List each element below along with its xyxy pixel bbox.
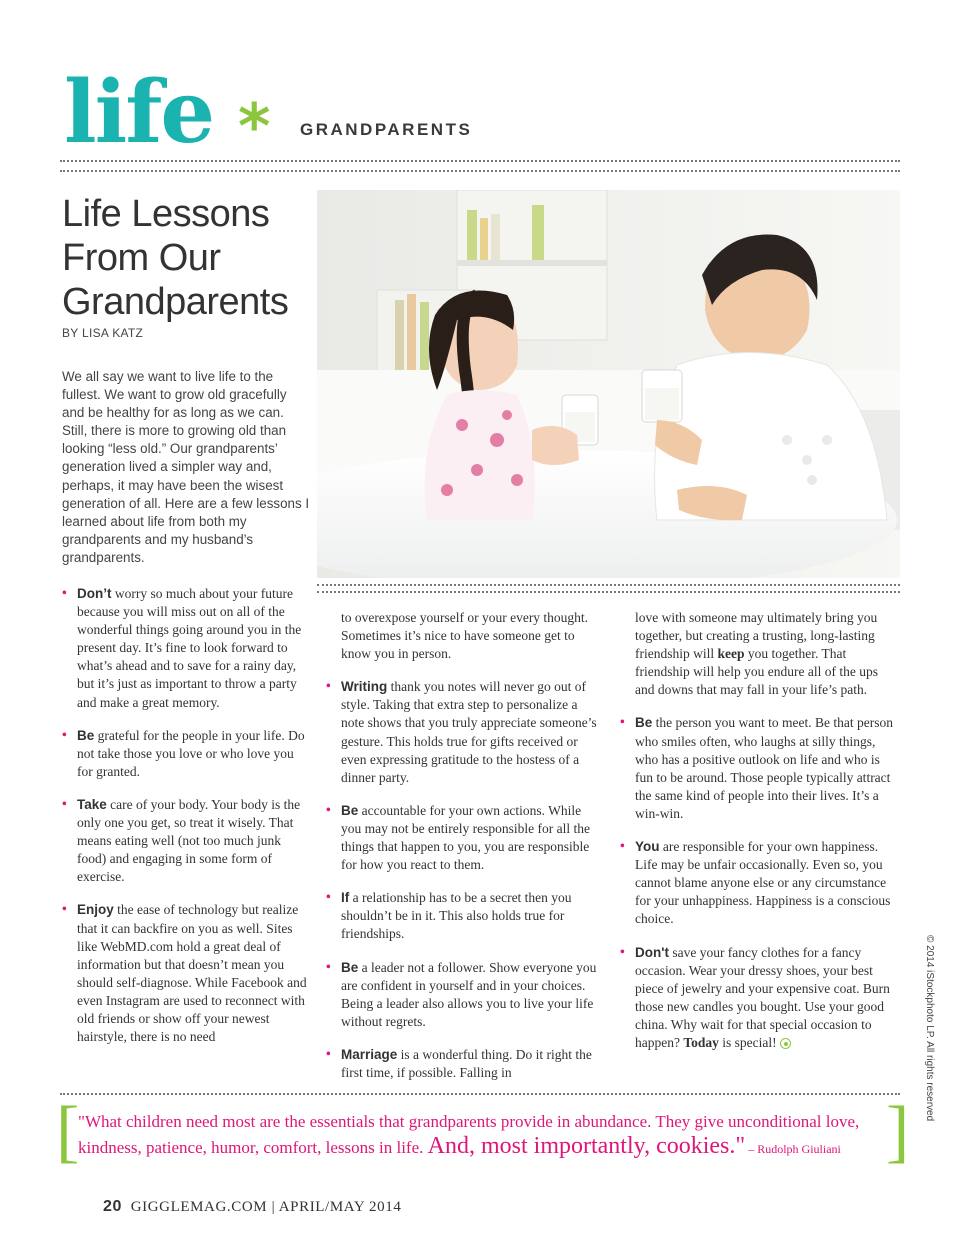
column-2 bbox=[326, 609, 601, 1097]
bullet-icon: • bbox=[620, 714, 625, 730]
bullet-icon: • bbox=[62, 585, 67, 600]
bullet-icon: • bbox=[62, 795, 67, 811]
bullet-icon: • bbox=[620, 838, 625, 854]
title-line: From Our bbox=[62, 237, 221, 279]
list-item: • You are responsible for your own happiness. Life may be unfair occasionally. Even so, you cannot blame anyone else or any circumstance for your unhappiness. Happiness is a conscious choice. bbox=[620, 838, 891, 927]
asterisk-icon: * bbox=[238, 90, 271, 163]
header-divider-2 bbox=[60, 170, 900, 172]
article-title bbox=[62, 192, 322, 324]
page-footer bbox=[103, 1198, 401, 1216]
quote-close-bracket: ] bbox=[886, 1093, 910, 1170]
list-item: • Be grateful for the people in your life. Do not take those you love or who love you for granted. bbox=[62, 726, 305, 779]
footer-text: GIGGLEMAG.COM | APRIL/MAY 2014 bbox=[130, 1199, 402, 1215]
section-label: life bbox=[64, 62, 214, 163]
end-mark-icon bbox=[780, 1038, 791, 1049]
bullet-icon: • bbox=[326, 678, 331, 694]
photo-divider bbox=[317, 584, 900, 593]
grandmother-child-photo bbox=[317, 190, 900, 578]
list-item: • If a relationship has to be a secret then you shouldn’t be in it. This also holds true for friendships. bbox=[326, 889, 572, 942]
title-line: Life Lessons bbox=[62, 193, 270, 235]
page-number: 20 bbox=[103, 1198, 122, 1215]
list-item: • Take care of your body. Your body is the only one you get, so treat it wisely. That means eating well (not too much junk food) and engaging in some form of exercise. bbox=[62, 795, 301, 885]
bullet-icon: • bbox=[62, 726, 67, 742]
list-item: • Enjoy the ease of technology but realize that it can backfire on you as well. Sites like WebMD.com hold a great deal of information but that doesn’t mean you should self-diagnose. While Facebook and even Instagram are used to reconnect with old friends or show off your newest hairstyle, there is no need bbox=[62, 901, 307, 1045]
column-1 bbox=[62, 585, 312, 1061]
quote-open-bracket: [ bbox=[56, 1093, 80, 1170]
list-item: • Be a leader not a follower. Show everyone you are confident in yourself and in your choices. Being a leader also allows you to live your life without regrets. bbox=[326, 958, 597, 1029]
pull-quote bbox=[56, 1093, 910, 1170]
list-item: • Writing thank you notes will never go out of style. Taking that extra step to personalize a note shows that you truly appreciate someone’s gesture. This holds true for gifts received or even expressing gratitude to the hostess of a dinner party. bbox=[326, 678, 597, 785]
header-divider bbox=[60, 160, 900, 162]
byline: BY LISA KATZ bbox=[62, 326, 144, 340]
bullet-icon: • bbox=[62, 901, 67, 917]
continued-text: to overexpose yourself or your every thought. Sometimes it’s nice to have someone get to know you in person. bbox=[341, 610, 589, 662]
bullet-icon: • bbox=[326, 958, 331, 974]
list-item: • Don’t worry so much about your future because you will miss out on all of the wonderful things going around you in the present day. It’s fine to look forward to what’s ahead and to save for a rainy day, but it’s just as important to throw a party and make a great memory. bbox=[62, 585, 302, 710]
column-3 bbox=[620, 609, 900, 1067]
quote-attribution: – Rudolph Giuliani bbox=[745, 1142, 841, 1156]
quote-text: "What children need most are the essentials that grandparents provide in abundance. They give unconditional love, kindness, patience, humor, comfort, lessons in life. And, most importantly, cookies." – Rudolph Giuliani bbox=[78, 1112, 860, 1159]
bullet-icon: • bbox=[620, 943, 625, 959]
list-item: • Be accountable for your own actions. While you may not be entirely responsible for all the things that happen to you, you are responsible for how you react to them. bbox=[326, 801, 590, 873]
bullet-icon: • bbox=[326, 889, 331, 905]
intro-paragraph: We all say we want to live life to the fullest. We want to grow old gracefully and be healthy for as long as we can. Still, there is more to growing old than looking “less old.” Our grandparents’ generation lived a simpler way and, perhaps, it may have been the wisest generation of all. Here are a few lessons I learned about life from both my grandparents and my husband’s grandparents. bbox=[62, 369, 310, 565]
list-item: • Don't save your fancy clothes for a fancy occasion. Wear your dressy shoes, your best piece of jewelry and your expensive coat. Burn those new candles you bought. Use your good china. Why wait for that special occasion to happen? Today is special! bbox=[620, 943, 890, 1050]
continued-text: love with someone may ultimately bring you together, but creating a trusting, long-lasting friendship will keep you together. That friendship will help you endure all of the ups and downs that may fall in your life’s path. bbox=[635, 610, 878, 698]
bullet-icon: • bbox=[326, 1045, 331, 1061]
photo-credit: © 2014 iStockphoto LP. All rights reserved bbox=[924, 935, 935, 1122]
list-item: • Marriage is a wonderful thing. Do it right the first time, if possible. Falling in bbox=[326, 1045, 592, 1080]
quote-divider bbox=[60, 1093, 900, 1095]
title-line: Grandparents bbox=[62, 281, 289, 323]
bullet-icon: • bbox=[326, 801, 331, 817]
category-label: GRANDPARENTS bbox=[300, 120, 473, 139]
list-item: • Be the person you want to meet. Be that person who smiles often, who laughs at silly things, who has a positive outlook on life and who is fun to be around. Those people typically attract the same kind of people into their lives. It’s a win-win. bbox=[620, 714, 893, 821]
